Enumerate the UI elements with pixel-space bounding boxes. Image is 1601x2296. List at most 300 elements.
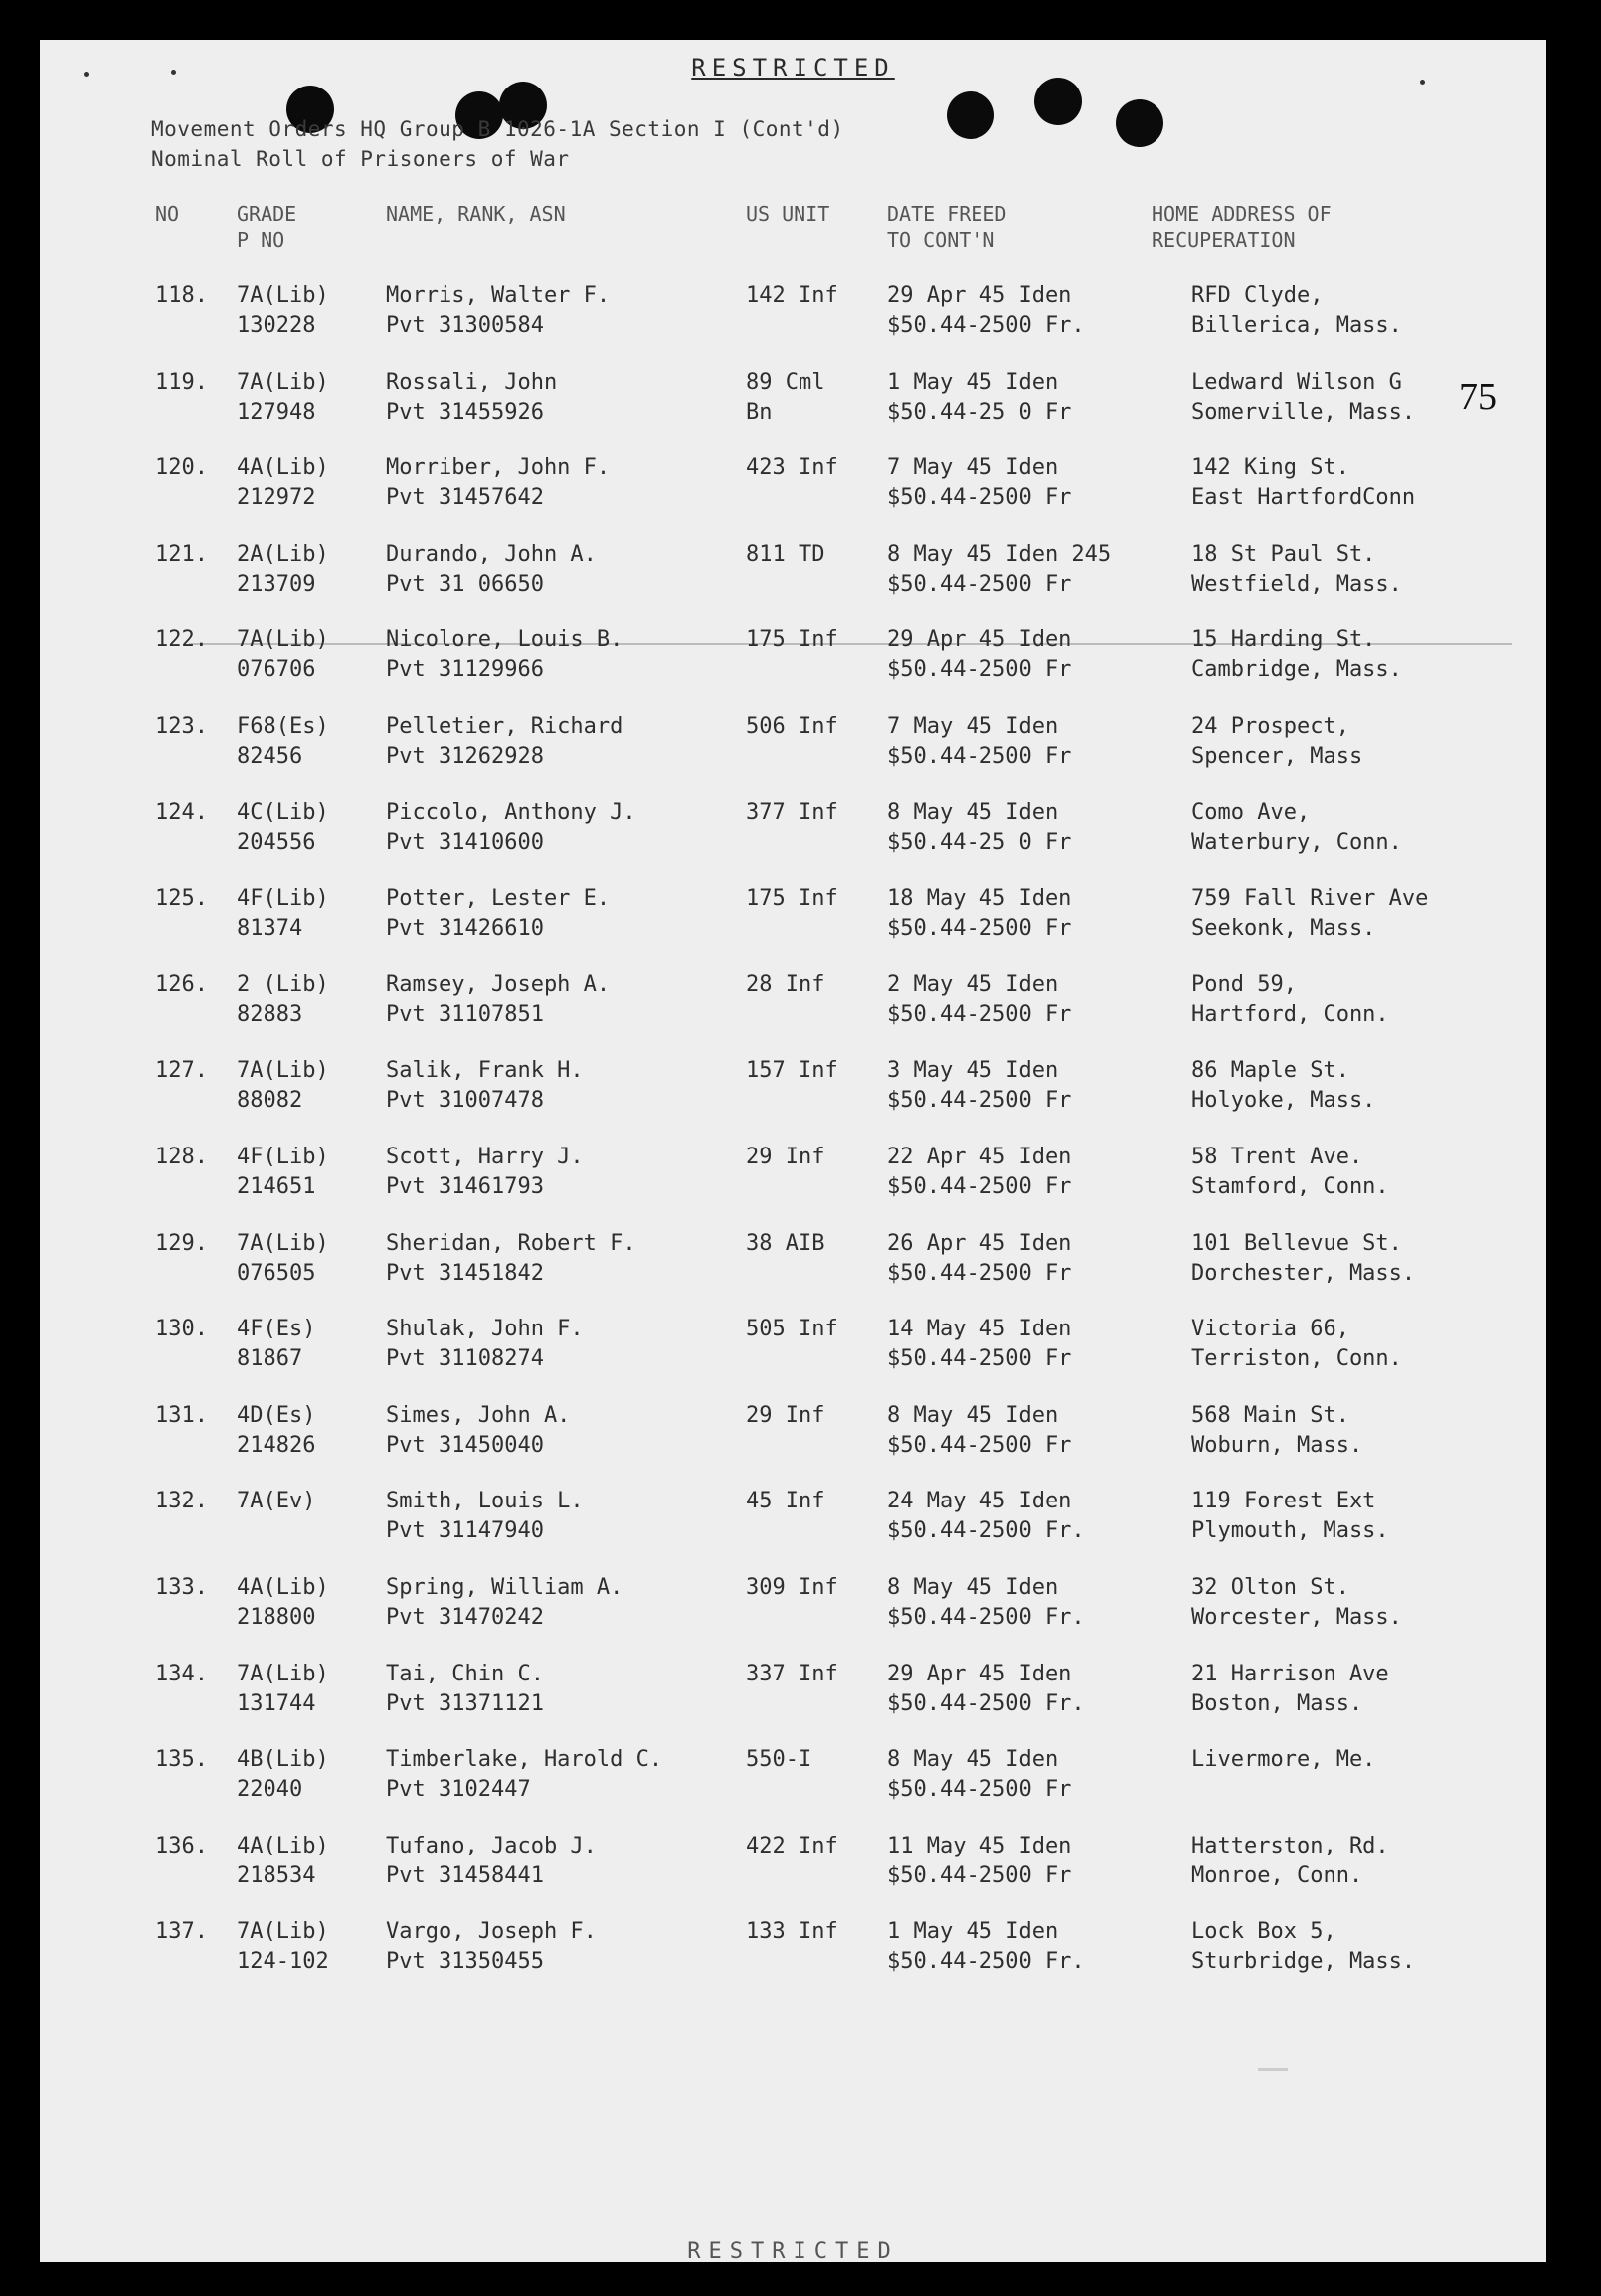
unit-cell: [746, 971, 824, 1030]
address-cell: [1191, 281, 1402, 341]
name-cell: [386, 281, 610, 341]
unit-cell-unit: 45 Inf: [746, 1489, 825, 1514]
row-number-no: 136.: [155, 1833, 208, 1858]
row-number: [155, 798, 208, 828]
table-row: [40, 625, 1546, 712]
date-cell-date: 24 May 45 Iden: [887, 1489, 1072, 1514]
unit-cell-unit2: [746, 655, 838, 685]
row-number: [155, 1401, 208, 1431]
address-cell-addr2: Woburn, Mass.: [1191, 1432, 1363, 1458]
grade-cell-pno: 204556: [237, 829, 316, 855]
name-cell: [386, 1143, 584, 1202]
table-row: [40, 1660, 1546, 1746]
table-row: [40, 1573, 1546, 1660]
name-cell-rank: Pvt 31451842: [386, 1260, 544, 1286]
unit-cell-unit: 505 Inf: [746, 1317, 838, 1342]
grade-cell-grade: 7A(Lib): [237, 1919, 329, 1945]
unit-cell-unit: 29 Inf: [746, 1144, 825, 1169]
date-cell-date: 7 May 45 Iden: [887, 455, 1059, 481]
name-cell-name: Shulak, John F.: [386, 1317, 584, 1342]
date-cell-pay: $50.44-2500 Fr.: [887, 313, 1085, 338]
date-cell-pay: $50.44-2500 Fr.: [887, 1604, 1085, 1630]
table-row: [40, 712, 1546, 798]
unit-cell-unit2: [746, 1947, 838, 1977]
name-cell: [386, 1573, 623, 1633]
address-cell-addr1: Como Ave,: [1191, 799, 1311, 825]
name-cell-rank: Pvt 31450040: [386, 1432, 544, 1458]
date-cell-date: 7 May 45 Iden: [887, 713, 1059, 739]
row-number: [155, 1917, 208, 1947]
name-cell-rank: Pvt 31007478: [386, 1088, 544, 1114]
date-cell-pay: $50.44-2500 Fr: [887, 916, 1072, 942]
date-cell-pay: $50.44-2500 Fr: [887, 571, 1072, 597]
address-cell-addr2: [1191, 1775, 1375, 1805]
name-cell-name: Potter, Lester E.: [386, 886, 611, 912]
row-number-no: 137.: [155, 1919, 208, 1945]
name-cell-name: Salik, Frank H.: [386, 1058, 584, 1084]
address-cell: [1191, 1917, 1415, 1977]
date-cell: [887, 625, 1071, 685]
column-header-no: NO: [155, 202, 180, 226]
address-cell-addr1: 32 Olton St.: [1191, 1574, 1349, 1600]
unit-cell: [746, 798, 838, 858]
grade-cell: [237, 712, 329, 772]
row-number: [155, 1056, 208, 1086]
unit-cell-unit2: [746, 1172, 824, 1202]
name-cell-rank: Pvt 3102447: [386, 1777, 531, 1803]
unit-cell: [746, 453, 838, 513]
unit-cell-unit: 29 Inf: [746, 1402, 825, 1428]
name-cell: [386, 884, 610, 944]
address-cell: [1191, 971, 1389, 1030]
column-header-date: DATE FREED TO CONT'N: [887, 202, 1007, 252]
date-cell-date: 1 May 45 Iden: [887, 369, 1059, 395]
date-cell: [887, 884, 1071, 944]
grade-cell-pno: 81867: [237, 1346, 303, 1372]
row-number: [155, 971, 208, 1000]
name-cell-name: Nicolore, Louis B.: [386, 627, 623, 653]
name-cell: [386, 1917, 597, 1977]
grade-cell: [237, 1143, 329, 1202]
unit-cell: [746, 1745, 811, 1805]
grade-cell: [237, 884, 329, 944]
date-cell-pay: $50.44-25 0 Fr: [887, 399, 1072, 425]
address-cell: [1191, 1832, 1389, 1891]
date-cell-pay: $50.44-2500 Fr.: [887, 1518, 1085, 1544]
date-cell-date: 8 May 45 Iden: [887, 1402, 1059, 1428]
unit-cell-unit2: Bn: [746, 399, 773, 425]
name-cell: [386, 1229, 636, 1289]
table-row: [40, 798, 1546, 885]
address-cell-addr2: Sturbridge, Mass.: [1191, 1949, 1416, 1975]
name-cell-name: Tai, Chin C.: [386, 1661, 544, 1686]
name-cell-name: Durando, John A.: [386, 541, 597, 567]
row-number-no: 121.: [155, 541, 208, 567]
prisoner-roll-table: [40, 281, 1546, 2004]
date-cell: [887, 281, 1085, 341]
grade-cell-grade: F68(Es): [237, 713, 329, 739]
address-cell-addr2: Spencer, Mass: [1191, 743, 1363, 769]
address-cell-addr2: Boston, Mass.: [1191, 1690, 1363, 1716]
grade-cell-pno: 218534: [237, 1862, 316, 1888]
address-cell: [1191, 884, 1428, 944]
address-cell-addr1: Ledward Wilson G: [1191, 369, 1402, 395]
unit-cell-unit: 337 Inf: [746, 1661, 838, 1686]
name-cell-name: Morriber, John F.: [386, 455, 611, 481]
address-cell-addr1: Lock Box 5,: [1191, 1919, 1336, 1945]
unit-cell-unit2: [746, 311, 838, 341]
name-cell: [386, 798, 636, 858]
unit-cell: [746, 1573, 838, 1633]
date-cell-pay: $50.44-2500 Fr: [887, 1173, 1072, 1199]
unit-cell-unit: 38 AIB: [746, 1230, 825, 1256]
name-cell-rank: Pvt 31457642: [386, 485, 544, 511]
grade-cell: [237, 1401, 315, 1461]
name-cell: [386, 540, 597, 600]
unit-cell-unit: 142 Inf: [746, 283, 838, 308]
date-cell-pay: $50.44-2500 Fr: [887, 1432, 1072, 1458]
restricted-marking-top: RESTRICTED: [691, 54, 895, 82]
address-cell-addr1: Livermore, Me.: [1191, 1747, 1376, 1773]
address-cell-addr2: Seekonk, Mass.: [1191, 916, 1376, 942]
grade-cell-grade: 4D(Es): [237, 1402, 316, 1428]
address-cell-addr1: 21 Harrison Ave: [1191, 1661, 1389, 1686]
grade-cell: [237, 540, 329, 600]
date-cell: [887, 1487, 1085, 1546]
unit-cell: [746, 1315, 838, 1374]
grade-cell-grade: 4A(Lib): [237, 1833, 329, 1858]
restricted-marking-bottom: RESTRICTED: [687, 2239, 899, 2262]
unit-cell: [746, 1401, 824, 1461]
row-number-no: 134.: [155, 1661, 208, 1686]
column-header-grade: GRADE P NO: [237, 202, 297, 252]
unit-cell-unit2: [746, 1086, 838, 1116]
date-cell: [887, 1056, 1071, 1116]
address-cell-addr1: 101 Bellevue St.: [1191, 1230, 1402, 1256]
grade-cell: [237, 971, 329, 1030]
row-number: [155, 1573, 208, 1603]
row-number: [155, 884, 208, 914]
name-cell-rank: Pvt 31 06650: [386, 571, 544, 597]
unit-cell-unit2: [746, 1775, 811, 1805]
unit-cell-unit: 506 Inf: [746, 713, 838, 739]
row-number-no: 129.: [155, 1230, 208, 1256]
unit-cell: [746, 1832, 838, 1891]
page-number: 75: [1459, 376, 1497, 418]
date-cell-pay: $50.44-2500 Fr.: [887, 1690, 1085, 1716]
address-cell: [1191, 453, 1415, 513]
address-cell-addr2: Holyoke, Mass.: [1191, 1088, 1376, 1114]
date-cell-pay: $50.44-2500 Fr: [887, 743, 1072, 769]
address-cell-addr2: East HartfordConn: [1191, 485, 1416, 511]
unit-cell-unit2: [746, 1603, 838, 1633]
grade-cell-grade: 7A(Lib): [237, 283, 329, 308]
date-cell-date: 14 May 45 Iden: [887, 1317, 1072, 1342]
grade-cell-pno: 81374: [237, 916, 303, 942]
table-row: [40, 281, 1546, 368]
grade-cell-grade: 7A(Lib): [237, 1661, 329, 1686]
unit-cell: [746, 1487, 824, 1546]
grade-cell-pno: 130228: [237, 313, 316, 338]
address-cell-addr1: Pond 59,: [1191, 971, 1297, 997]
address-cell-addr1: 119 Forest Ext: [1191, 1489, 1376, 1514]
address-cell-addr2: Westfield, Mass.: [1191, 571, 1402, 597]
name-cell-rank: Pvt 31470242: [386, 1604, 544, 1630]
date-cell-date: 8 May 45 Iden: [887, 799, 1059, 825]
address-cell-addr2: Terriston, Conn.: [1191, 1346, 1402, 1372]
address-cell: [1191, 625, 1402, 685]
date-cell-pay: $50.44-2500 Fr: [887, 1001, 1072, 1027]
grade-cell: [237, 1832, 329, 1891]
date-cell: [887, 1401, 1071, 1461]
address-cell-addr1: 142 King St.: [1191, 455, 1349, 481]
row-number: [155, 1660, 208, 1689]
row-number-no: 135.: [155, 1747, 208, 1773]
name-cell-rank: Pvt 31410600: [386, 829, 544, 855]
unit-cell-unit2: [746, 1516, 824, 1546]
row-number: [155, 368, 208, 398]
row-number: [155, 1143, 208, 1172]
date-cell: [887, 1229, 1071, 1289]
row-number: [155, 453, 208, 483]
unit-cell: [746, 1143, 824, 1202]
table-row: [40, 971, 1546, 1057]
row-number: [155, 1487, 208, 1516]
grade-cell: [237, 453, 329, 513]
grade-cell-pno: 212972: [237, 485, 316, 511]
table-row: [40, 1056, 1546, 1143]
date-cell-date: 26 Apr 45 Iden: [887, 1230, 1072, 1256]
row-number: [155, 625, 208, 655]
grade-cell-grade: 7A(Lib): [237, 1058, 329, 1084]
name-cell-name: Pelletier, Richard: [386, 713, 623, 739]
date-cell-pay: $50.44-2500 Fr.: [887, 1949, 1085, 1975]
table-row: [40, 1315, 1546, 1401]
grade-cell-grade: 4F(Lib): [237, 886, 329, 912]
name-cell-rank: Pvt 31426610: [386, 916, 544, 942]
name-cell-name: Scott, Harry J.: [386, 1144, 584, 1169]
grade-cell: [237, 1056, 329, 1116]
date-cell: [887, 368, 1071, 428]
address-cell: [1191, 368, 1415, 428]
address-cell-addr1: Victoria 66,: [1191, 1317, 1349, 1342]
name-cell: [386, 1745, 662, 1805]
row-number: [155, 1229, 208, 1259]
address-cell-addr1: 58 Trent Ave.: [1191, 1144, 1363, 1169]
address-cell: [1191, 540, 1402, 600]
column-header-address: HOME ADDRESS OF RECUPERATION: [1152, 202, 1332, 252]
name-cell: [386, 1056, 584, 1116]
date-cell: [887, 453, 1071, 513]
address-cell-addr2: Dorchester, Mass.: [1191, 1260, 1416, 1286]
punch-hole: [947, 91, 994, 139]
date-cell-date: 11 May 45 Iden: [887, 1833, 1072, 1858]
address-cell-addr1: 24 Prospect,: [1191, 713, 1349, 739]
date-cell-date: 8 May 45 Iden 245: [887, 541, 1112, 567]
row-number-no: 127.: [155, 1058, 208, 1084]
date-cell: [887, 540, 1111, 600]
grade-cell-pno: 127948: [237, 399, 316, 425]
unit-cell: [746, 368, 824, 428]
name-cell-name: Rossali, John: [386, 369, 558, 395]
address-cell-addr2: Cambridge, Mass.: [1191, 657, 1402, 683]
address-cell-addr1: 15 Harding St.: [1191, 627, 1376, 653]
grade-cell-grade: 2A(Lib): [237, 541, 329, 567]
unit-cell-unit2: [746, 1861, 838, 1891]
row-number-no: 122.: [155, 627, 208, 653]
date-cell-pay: $50.44-2500 Fr: [887, 1862, 1072, 1888]
unit-cell: [746, 1056, 838, 1116]
date-cell: [887, 1315, 1071, 1374]
address-cell-addr1: 568 Main St.: [1191, 1402, 1349, 1428]
date-cell-pay: $50.44-2500 Fr: [887, 657, 1072, 683]
name-cell-rank: Pvt 31129966: [386, 657, 544, 683]
grade-cell-grade: 2 (Lib): [237, 971, 329, 997]
grade-cell-pno: 131744: [237, 1690, 316, 1716]
grade-cell-grade: 7A(Lib): [237, 1230, 329, 1256]
table-row: [40, 1832, 1546, 1918]
table-row: [40, 1401, 1546, 1488]
unit-cell-unit: 377 Inf: [746, 799, 838, 825]
grade-cell-grade: 4A(Lib): [237, 455, 329, 481]
address-cell: [1191, 1487, 1389, 1546]
address-cell-addr2: Somerville, Mass.: [1191, 399, 1416, 425]
unit-cell: [746, 625, 838, 685]
name-cell-name: Timberlake, Harold C.: [386, 1747, 663, 1773]
date-cell-date: 2 May 45 Iden: [887, 971, 1059, 997]
unit-cell-unit: 175 Inf: [746, 886, 838, 912]
address-cell: [1191, 1745, 1375, 1805]
date-cell-pay: $50.44-2500 Fr: [887, 1346, 1072, 1372]
name-cell: [386, 625, 623, 685]
name-cell-name: Morris, Walter F.: [386, 283, 611, 308]
unit-cell: [746, 712, 838, 772]
unit-cell-unit: 422 Inf: [746, 1833, 838, 1858]
faint-mark: [1258, 2068, 1288, 2071]
date-cell-pay: $50.44-2500 Fr: [887, 485, 1072, 511]
unit-cell: [746, 540, 824, 600]
grade-cell: [237, 1487, 315, 1546]
address-cell-addr2: Plymouth, Mass.: [1191, 1518, 1389, 1544]
document-page: [40, 40, 1546, 2262]
row-number-no: 133.: [155, 1574, 208, 1600]
punch-hole: [1116, 99, 1163, 147]
name-cell: [386, 1487, 584, 1546]
address-cell-addr2: Billerica, Mass.: [1191, 313, 1402, 338]
name-cell: [386, 712, 623, 772]
name-cell-rank: Pvt 31262928: [386, 743, 544, 769]
unit-cell-unit: 811 TD: [746, 541, 825, 567]
name-cell-rank: Pvt 31147940: [386, 1518, 544, 1544]
row-number: [155, 540, 208, 570]
date-cell: [887, 1573, 1085, 1633]
grade-cell-pno: 076505: [237, 1260, 316, 1286]
unit-cell-unit2: [746, 742, 838, 772]
unit-cell: [746, 884, 838, 944]
grade-cell-grade: 4C(Lib): [237, 799, 329, 825]
name-cell-rank: Pvt 31461793: [386, 1173, 544, 1199]
unit-cell-unit: 157 Inf: [746, 1058, 838, 1084]
date-cell-pay: $50.44-2500 Fr: [887, 1777, 1072, 1803]
grade-cell-pno: 82883: [237, 1001, 303, 1027]
grade-cell-grade: 4B(Lib): [237, 1747, 329, 1773]
date-cell-date: 8 May 45 Iden: [887, 1574, 1059, 1600]
row-number-no: 125.: [155, 886, 208, 912]
date-cell: [887, 1917, 1085, 1977]
unit-cell-unit2: [746, 1344, 838, 1374]
row-number: [155, 1745, 208, 1775]
column-header-unit: US UNIT: [746, 202, 830, 226]
unit-cell-unit2: [746, 483, 838, 513]
address-cell-addr2: Worcester, Mass.: [1191, 1604, 1402, 1630]
date-cell-date: 29 Apr 45 Iden: [887, 627, 1072, 653]
name-cell-name: Sheridan, Robert F.: [386, 1230, 636, 1256]
grade-cell: [237, 625, 329, 685]
column-header-name: NAME, RANK, ASN: [386, 202, 566, 226]
unit-cell-unit: 309 Inf: [746, 1574, 838, 1600]
grade-cell-grade: 7A(Ev): [237, 1489, 316, 1514]
name-cell: [386, 1832, 597, 1891]
name-cell-rank: Pvt 31108274: [386, 1346, 544, 1372]
name-cell-rank: Pvt 31458441: [386, 1862, 544, 1888]
date-cell-date: 18 May 45 Iden: [887, 886, 1072, 912]
row-number: [155, 281, 208, 311]
grade-cell: [237, 1315, 315, 1374]
name-cell: [386, 368, 557, 428]
grade-cell-pno: 214826: [237, 1432, 316, 1458]
name-cell-rank: Pvt 31350455: [386, 1949, 544, 1975]
row-number-no: 119.: [155, 369, 208, 395]
name-cell: [386, 453, 610, 513]
address-cell-addr1: 86 Maple St.: [1191, 1058, 1349, 1084]
unit-cell-unit: 133 Inf: [746, 1919, 838, 1945]
row-number-no: 130.: [155, 1317, 208, 1342]
grade-cell: [237, 1660, 329, 1719]
address-cell-addr2: Waterbury, Conn.: [1191, 829, 1402, 855]
table-row: [40, 540, 1546, 626]
unit-cell-unit2: [746, 1000, 824, 1030]
grade-cell: [237, 798, 329, 858]
name-cell-rank: Pvt 31455926: [386, 399, 544, 425]
date-cell: [887, 1832, 1071, 1891]
table-row: [40, 1143, 1546, 1229]
address-cell-addr2: Hartford, Conn.: [1191, 1001, 1389, 1027]
address-cell: [1191, 1573, 1402, 1633]
grade-cell-pno: [237, 1516, 315, 1546]
grade-cell-grade: 4F(Es): [237, 1317, 316, 1342]
address-cell-addr1: RFD Clyde,: [1191, 283, 1324, 308]
unit-cell-unit2: [746, 570, 824, 600]
name-cell-rank: Pvt 31107851: [386, 1001, 544, 1027]
address-cell: [1191, 798, 1402, 858]
unit-cell-unit: 89 Cml: [746, 369, 825, 395]
unit-cell-unit: 423 Inf: [746, 455, 838, 481]
row-number: [155, 712, 208, 742]
grade-cell-pno: 218800: [237, 1604, 316, 1630]
unit-cell: [746, 1229, 824, 1289]
unit-cell-unit: 175 Inf: [746, 627, 838, 653]
table-row: [40, 1229, 1546, 1316]
row-number-no: 124.: [155, 799, 208, 825]
unit-cell-unit2: [746, 914, 838, 944]
table-row: [40, 453, 1546, 540]
unit-cell: [746, 1660, 838, 1719]
address-cell-addr2: Monroe, Conn.: [1191, 1862, 1363, 1888]
address-cell-addr1: 18 St Paul St.: [1191, 541, 1376, 567]
name-cell-name: Tufano, Jacob J.: [386, 1833, 597, 1858]
row-number-no: 131.: [155, 1402, 208, 1428]
name-cell: [386, 1315, 584, 1374]
